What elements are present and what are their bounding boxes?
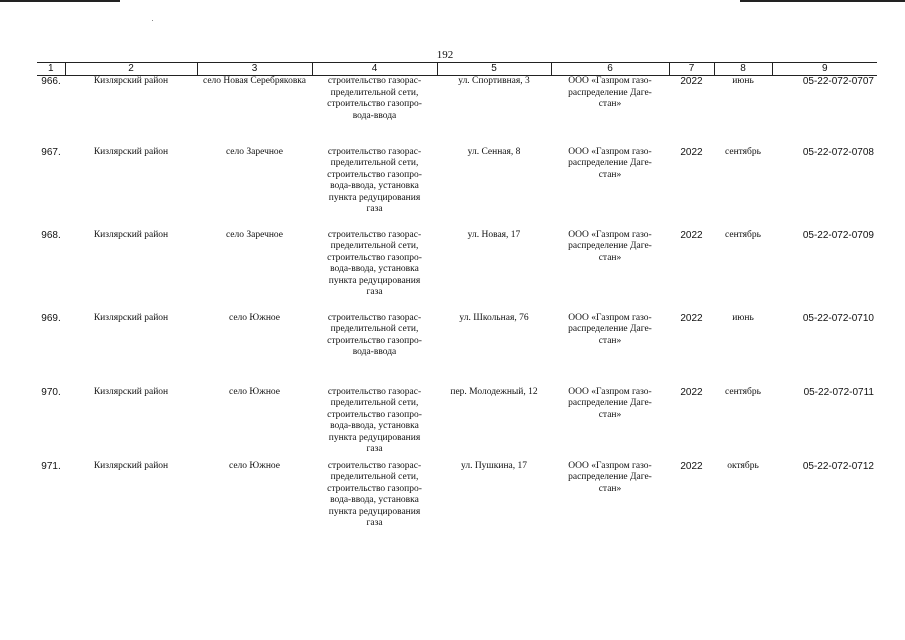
work-line: пределительной сети,	[330, 158, 419, 168]
company-line: стан»	[598, 169, 622, 180]
gasification-table	[37, 62, 877, 537]
project-code-cell: 05-22-072-0707	[802, 76, 874, 87]
project-code-cell: 05-22-072-0710	[802, 312, 874, 324]
work-line: пределительной сети,	[330, 87, 419, 98]
table-body	[37, 76, 877, 537]
table-row	[37, 147, 877, 230]
row-number: 968.	[41, 229, 61, 241]
company-line: распределение Даге-	[568, 472, 652, 482]
company-line: распределение Даге-	[568, 158, 652, 168]
company-cell	[551, 387, 669, 461]
project-code-cell: 05-22-072-0711	[803, 386, 874, 398]
company-cell	[551, 76, 669, 147]
work-line: вода-ввода	[352, 347, 397, 357]
company-line: стан»	[598, 335, 622, 346]
district-cell: Кизлярский район	[93, 312, 169, 323]
work-description-cell	[312, 313, 437, 387]
table-row	[37, 230, 877, 313]
work-line: пункта редуцирования	[328, 275, 421, 286]
table-row	[37, 313, 877, 387]
row-number: 967.	[41, 146, 61, 158]
work-line: пределительной сети,	[330, 241, 419, 251]
company-cell	[551, 313, 669, 387]
district-cell: Кизлярский район	[93, 229, 169, 240]
year-cell: 2022	[680, 312, 703, 324]
work-line: строительство газопро-	[327, 169, 422, 180]
company-line: ООО «Газпром газо-	[568, 460, 652, 471]
work-description-cell	[312, 461, 437, 537]
table-row	[37, 387, 877, 461]
company-line: распределение Даге-	[568, 398, 652, 408]
column-header: 4	[312, 63, 437, 76]
work-description-cell	[312, 147, 437, 230]
settlement-cell: село Южное	[228, 460, 281, 471]
column-header: 2	[65, 63, 197, 76]
work-line: пределительной сети,	[330, 324, 419, 334]
column-header: 6	[551, 63, 669, 76]
year-cell: 2022	[680, 146, 703, 158]
project-code-cell: 05-22-072-0712	[802, 460, 874, 472]
work-line: строительство газопро-	[327, 252, 422, 263]
work-line: газа	[366, 518, 383, 528]
year-cell: 2022	[680, 229, 703, 241]
company-line: стан»	[598, 409, 622, 420]
company-line: стан»	[598, 99, 622, 109]
project-code-cell: 05-22-072-0709	[802, 229, 874, 241]
work-line: строительство газопро-	[327, 335, 422, 346]
work-line: строительство газорас-	[327, 76, 422, 86]
work-description-cell	[312, 387, 437, 461]
work-line: газа	[366, 444, 383, 454]
work-line: строительство газорас-	[327, 229, 422, 240]
work-line: газа	[366, 204, 383, 214]
company-line: стан»	[598, 483, 622, 494]
address-cell: ул. Школьная, 76	[459, 312, 529, 323]
work-line: вода-ввода, установка	[330, 421, 419, 431]
settlement-cell: село Новая Серебряковка	[203, 76, 306, 86]
work-line: пункта редуцирования	[328, 432, 421, 443]
settlement-cell: село Южное	[228, 386, 281, 397]
address-cell: ул. Сенная, 8	[467, 146, 521, 157]
page-number: 192	[436, 49, 454, 61]
district-cell: Кизлярский район	[93, 76, 169, 86]
address-cell: ул. Пушкина, 17	[461, 460, 527, 471]
address-cell: ул. Спортивная, 3	[458, 76, 530, 86]
work-line: пункта редуцирования	[328, 506, 421, 517]
company-line: ООО «Газпром газо-	[568, 146, 652, 157]
company-cell	[551, 461, 669, 537]
column-header: 7	[669, 63, 714, 76]
row-number: 971.	[41, 460, 61, 472]
work-line: строительство газорас-	[327, 386, 422, 397]
work-line: пределительной сети,	[330, 398, 419, 408]
month-cell: июнь	[732, 76, 754, 86]
work-line: вода-ввода, установка	[330, 181, 419, 191]
work-line: строительство газорас-	[327, 312, 422, 323]
month-cell: октябрь	[727, 460, 759, 471]
settlement-cell: село Заречное	[225, 229, 284, 240]
row-number: 966.	[41, 76, 61, 87]
work-line: газа	[366, 287, 383, 297]
work-line: пределительной сети,	[330, 472, 419, 482]
work-line: строительство газопро-	[327, 483, 422, 494]
year-cell: 2022	[680, 76, 703, 87]
column-header: 1	[37, 63, 65, 76]
scan-edge-mark-left	[0, 0, 120, 2]
column-header: 5	[437, 63, 551, 76]
work-line: вода-ввода	[352, 110, 397, 121]
company-cell	[551, 230, 669, 313]
company-line: ООО «Газпром газо-	[568, 229, 652, 240]
month-cell: сентябрь	[725, 146, 761, 157]
work-line: строительство газорас-	[327, 146, 422, 157]
work-description-cell	[312, 76, 437, 147]
column-header: 9	[772, 63, 877, 76]
company-line: стан»	[598, 252, 622, 263]
column-header: 3	[197, 63, 312, 76]
header-row	[37, 63, 877, 76]
work-description-cell	[312, 230, 437, 313]
address-cell: пер. Молодежный, 12	[450, 386, 538, 397]
company-line: распределение Даге-	[568, 324, 652, 334]
work-line: строительство газорас-	[327, 460, 422, 471]
work-line: вода-ввода, установка	[330, 495, 419, 505]
company-line: распределение Даге-	[568, 87, 652, 98]
month-cell: сентябрь	[725, 229, 761, 240]
scan-speck	[152, 20, 153, 21]
company-line: ООО «Газпром газо-	[568, 76, 652, 86]
district-cell: Кизлярский район	[93, 146, 169, 157]
column-header: 8	[714, 63, 772, 76]
district-cell: Кизлярский район	[93, 460, 169, 471]
year-cell: 2022	[680, 460, 703, 472]
company-line: распределение Даге-	[568, 241, 652, 251]
table-row	[37, 461, 877, 537]
work-line: строительство газопро-	[327, 99, 422, 109]
settlement-cell: село Заречное	[225, 146, 284, 157]
work-line: пункта редуцирования	[328, 192, 421, 203]
row-number: 970.	[41, 386, 61, 398]
settlement-cell: село Южное	[228, 312, 281, 323]
row-number: 969.	[41, 312, 61, 324]
scan-edge-mark-right	[740, 0, 905, 2]
company-line: ООО «Газпром газо-	[568, 386, 652, 397]
address-cell: ул. Новая, 17	[467, 229, 521, 240]
work-line: вода-ввода, установка	[330, 264, 419, 274]
work-line: строительство газопро-	[327, 409, 422, 420]
year-cell: 2022	[680, 386, 703, 398]
month-cell: сентябрь	[725, 386, 761, 397]
table-row	[37, 76, 877, 147]
project-code-cell: 05-22-072-0708	[802, 146, 874, 158]
company-cell	[551, 147, 669, 230]
company-line: ООО «Газпром газо-	[568, 312, 652, 323]
month-cell: июнь	[732, 312, 754, 323]
district-cell: Кизлярский район	[93, 386, 169, 397]
